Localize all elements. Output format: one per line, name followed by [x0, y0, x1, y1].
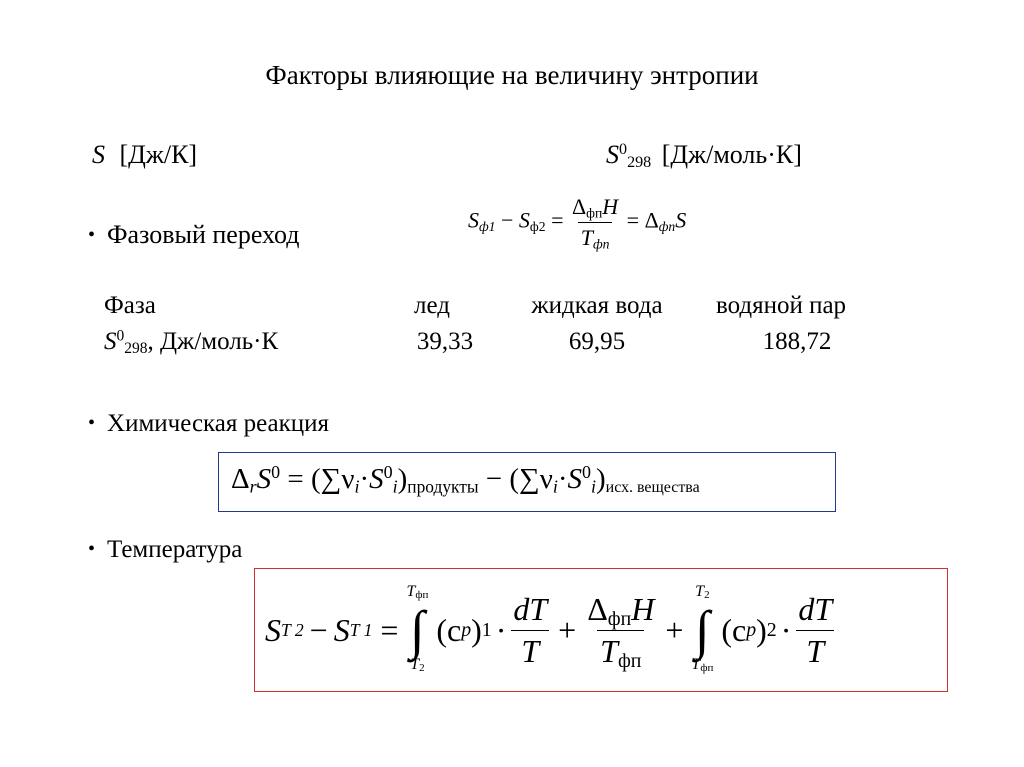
cr-r: r [249, 476, 257, 497]
temperature-formula: S T 2 − S T 1 = Tфп ∫ T2 (c p ) 1 · $\frac{dT}{T}$ + $\frac{\Delta_{фп}H}{T_{фп}}$ + T2 ∫ Tфп (c p ) 2 · $\frac{dT}{T}$ [265, 577, 835, 683]
table-header-phase: Фаза [104, 292, 156, 319]
table-header-water-vapor: водяной пар [715, 292, 847, 319]
tf-dot2: · [780, 611, 792, 648]
f-fraction [569, 194, 621, 251]
tf-plus: + [558, 611, 577, 648]
tf-frac-2 [584, 591, 657, 670]
entropy-unit-label [92, 140, 197, 170]
tf-t-den2: T [796, 630, 834, 670]
tf-s-2: S [333, 611, 350, 648]
cr-delta: Δ [231, 463, 250, 495]
tf-t-den: T [511, 630, 549, 670]
int1-upper-t: T [406, 583, 416, 600]
int1-lower-sub: 2 [419, 662, 425, 674]
f-s: S [468, 207, 479, 233]
phase-transition-formula [468, 194, 686, 251]
int1-lower-t: T [410, 656, 420, 673]
s0-symbol: S [606, 140, 619, 169]
s0-sub: 298 [627, 154, 652, 172]
f-eq-2: = [626, 207, 640, 233]
table-header-liquid-water: жидкая вода [531, 292, 663, 319]
table-header-ice: лед [414, 292, 450, 319]
integral-sign-icon: ∫ [410, 600, 425, 660]
temperature-item [88, 536, 242, 564]
row-unit: , Дж/моль·К [147, 328, 279, 355]
int2-lower-t: T [691, 656, 701, 673]
integral-sign-icon: ∫ [694, 600, 710, 660]
tf-dot: · [495, 611, 507, 648]
cr-i: i [354, 476, 360, 497]
int1-lower [410, 656, 424, 677]
cr-minus-open: − (∑ [478, 463, 540, 495]
tf-dt2: dT [798, 590, 833, 627]
cr-i2: i [392, 476, 398, 497]
row-sub: 298 [124, 339, 148, 357]
int2-upper-t: T [695, 583, 705, 600]
tf-cp1: (c [436, 611, 462, 648]
cr-sup0-i: 0 [383, 462, 393, 483]
s0-unit: [Дж/моль·К] [661, 140, 802, 169]
integral-1 [406, 583, 428, 677]
int2-lower [691, 656, 713, 677]
temperature-formula-box [254, 568, 948, 692]
tf-cp2-close: ) [756, 611, 767, 648]
tf-dt: dT [513, 590, 548, 627]
cr-i4: i [591, 476, 596, 497]
chemical-reaction-formula [231, 463, 700, 496]
cr-nu: ν [341, 463, 355, 495]
f-h: H [602, 194, 619, 219]
int1-upper-sub: фп [415, 589, 429, 601]
f-delta2: Δ [644, 207, 659, 233]
s-unit: [Дж/К] [119, 140, 198, 169]
table-cell-water-vapor: 188,72 [762, 328, 832, 355]
tf-delta-sub: фп [607, 607, 632, 630]
chemical-reaction-item [88, 410, 329, 438]
f-t-sub: фп [592, 236, 610, 252]
cr-dot: · [359, 463, 370, 495]
int2-upper-sub: 2 [704, 589, 710, 601]
cr-close2: ) [596, 463, 606, 495]
f-den [578, 222, 613, 251]
tf-num-2 [584, 591, 657, 630]
tf-frac-3 [795, 591, 835, 670]
tf-tfp: T [600, 632, 618, 669]
table-cell-liquid-water: 69,95 [568, 328, 626, 355]
chemical-reaction-formula-box [218, 452, 836, 512]
cr-reactants: исх. вещества [605, 478, 700, 496]
standard-entropy-unit-label [606, 140, 802, 170]
phase-transition-label: Фазовый переход [107, 220, 300, 249]
table-row-label [104, 328, 278, 356]
table-cell-ice: 39,33 [416, 328, 474, 355]
cr-sup0-i2: 0 [582, 462, 591, 483]
bullet-icon: • [88, 538, 96, 560]
row-sup: 0 [116, 327, 125, 345]
cr-s: S [256, 463, 272, 495]
cr-s-i: S [369, 463, 384, 495]
cr-i3: i [552, 476, 558, 497]
f-delta2-sub: фп [658, 218, 676, 234]
tf-plus2: + [665, 611, 684, 648]
f-delta: Δ [572, 194, 587, 219]
tf-eq: = [380, 611, 399, 648]
bullet-icon: • [88, 412, 96, 434]
f-num [569, 194, 621, 222]
cr-close: ) [397, 463, 408, 495]
f-t: T [580, 225, 593, 250]
s0-sup: 0 [619, 141, 628, 159]
cr-products: продукты [407, 476, 479, 497]
f-minus: − [501, 207, 514, 233]
int2-lower-sub: фп [700, 662, 714, 674]
cr-dot2: · [557, 463, 568, 495]
tf-s: S [265, 611, 281, 648]
tf-cp1-close: ) [471, 611, 482, 648]
bullet-icon: • [88, 224, 96, 246]
f-eq: = [551, 207, 564, 233]
tf-cp2: (c [721, 611, 747, 648]
f-s2: S [675, 207, 687, 233]
cr-eq-open: = (∑ [280, 463, 342, 495]
tf-den-2 [597, 630, 644, 670]
page-title: Факторы влияющие на величину энтропии [265, 60, 759, 90]
chemical-reaction-label: Химическая реакция [107, 410, 330, 437]
f-s-2: S [518, 207, 530, 233]
f-sub1: ф1 [479, 218, 496, 234]
f-delta-sub: фп [586, 205, 603, 221]
cr-nu2: ν [539, 463, 553, 495]
phase-transition-item [88, 220, 300, 250]
cr-s-i2: S [567, 463, 583, 495]
tf-delta: Δ [587, 590, 608, 627]
row-s: S [104, 328, 117, 355]
f-sub2: ф2 [529, 218, 546, 234]
integral-2 [691, 583, 713, 677]
cr-sup0: 0 [271, 462, 281, 483]
s-symbol: S [92, 140, 105, 169]
tf-h: H [631, 590, 655, 627]
tf-tfp-sub: фп [617, 649, 642, 672]
tf-minus: − [309, 611, 328, 648]
tf-frac-1 [510, 591, 550, 670]
temperature-label: Температура [107, 536, 243, 563]
